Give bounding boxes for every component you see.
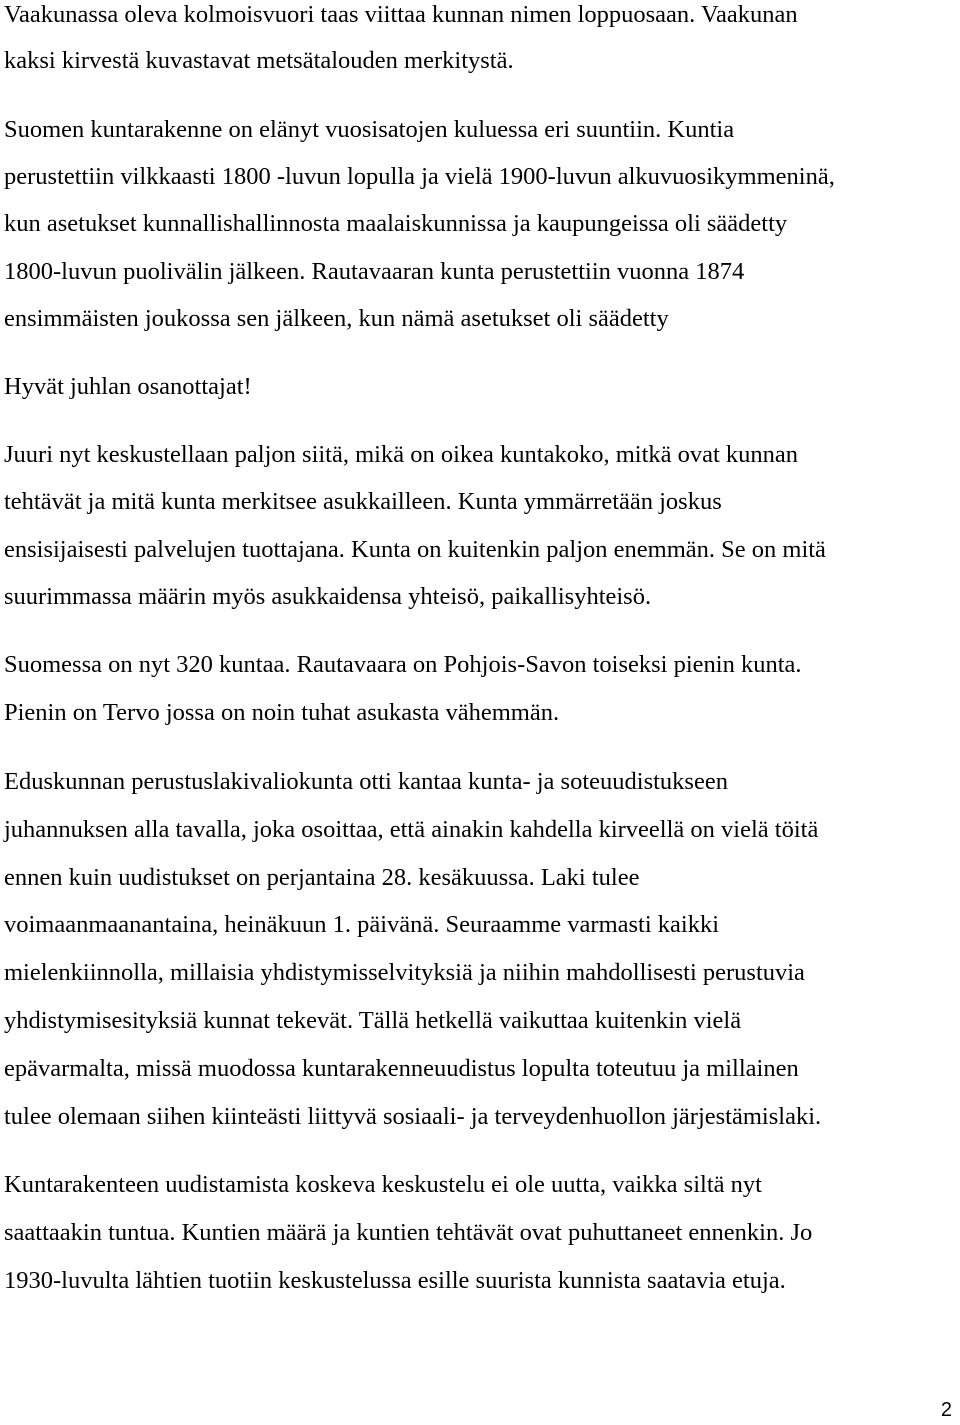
text-line: Suomen kuntarakenne on elänyt vuosisatojen kuluessa eri suuntiin. Kuntia <box>4 116 735 143</box>
text-line: kaksi kirvestä kuvastavat metsätalouden merkitystä. <box>4 47 514 74</box>
text-line: juhannuksen alla tavalla, joka osoittaa, että ainakin kahdella kirveellä on vielä töitä <box>4 816 819 843</box>
text-line: yhdistymisesityksiä kunnat tekevät. Tällä hetkellä vaikuttaa kuitenkin vielä <box>4 1007 742 1034</box>
text-line: kun asetukset kunnallishallinnosta maalaiskunnissa ja kaupungeissa oli säädetty <box>4 210 788 237</box>
text-line: tulee olemaan siihen kiinteästi liittyvä sosiaali- ja terveydenhuollon järjestämislaki. <box>4 1103 822 1130</box>
text-line: Eduskunnan perustuslakivaliokunta otti kantaa kunta- ja soteuudistukseen <box>4 768 728 795</box>
text-line: mielenkiinnolla, millaisia yhdistymisselvityksiä ja niihin mahdollisesti perustuvia <box>4 959 805 986</box>
text-line: Hyvät juhlan osanottajat! <box>4 373 252 400</box>
text-line: ensisijaisesti palvelujen tuottajana. Kunta on kuitenkin paljon enemmän. Se on mitä <box>4 536 826 563</box>
page-number: 2 <box>940 1399 952 1421</box>
text-line: Suomessa on nyt 320 kuntaa. Rautavaara on Pohjois-Savon toiseksi pienin kunta. <box>4 651 802 678</box>
text-line: 1800-luvun puolivälin jälkeen. Rautavaaran kunta perustettiin vuonna 1874 <box>4 258 745 285</box>
text-line: ennen kuin uudistukset on perjantaina 28. kesäkuussa. Laki tulee <box>4 864 640 891</box>
text-line: ensimmäisten joukossa sen jälkeen, kun nämä asetukset oli säädetty <box>4 305 669 332</box>
text-line: voimaanmaanantaina, heinäkuun 1. päivänä. Seuraamme varmasti kaikki <box>4 911 720 938</box>
text-line: perustettiin vilkkaasti 1800 -luvun lopulla ja vielä 1900-luvun alkuvuosikymmeninä, <box>4 163 835 190</box>
text-line: 1930-luvulta lähtien tuotiin keskustelussa esille suurista kunnista saatavia etuja. <box>4 1267 786 1294</box>
text-line: Vaakunassa oleva kolmoisvuori taas viittaa kunnan nimen loppuosaan. Vaakunan <box>4 1 798 28</box>
text-line: Juuri nyt keskustellaan paljon siitä, mikä on oikea kuntakoko, mitkä ovat kunnan <box>4 441 799 468</box>
text-line: suurimmassa määrin myös asukkaidensa yhteisö, paikallisyhteisö. <box>4 583 652 610</box>
text-line: Pienin on Tervo jossa on noin tuhat asukasta vähemmän. <box>4 699 560 726</box>
text-line: Kuntarakenteen uudistamista koskeva keskustelu ei ole uutta, vaikka siltä nyt <box>4 1171 762 1198</box>
text-line: tehtävät ja mitä kunta merkitsee asukkailleen. Kunta ymmärretään joskus <box>4 488 722 515</box>
text-line: epävarmalta, missä muodossa kuntarakenneuudistus lopulta toteutuu ja millainen <box>4 1055 799 1082</box>
text-line: saattaakin tuntua. Kuntien määrä ja kuntien tehtävät ovat puhuttaneet ennenkin. Jo <box>4 1219 813 1246</box>
